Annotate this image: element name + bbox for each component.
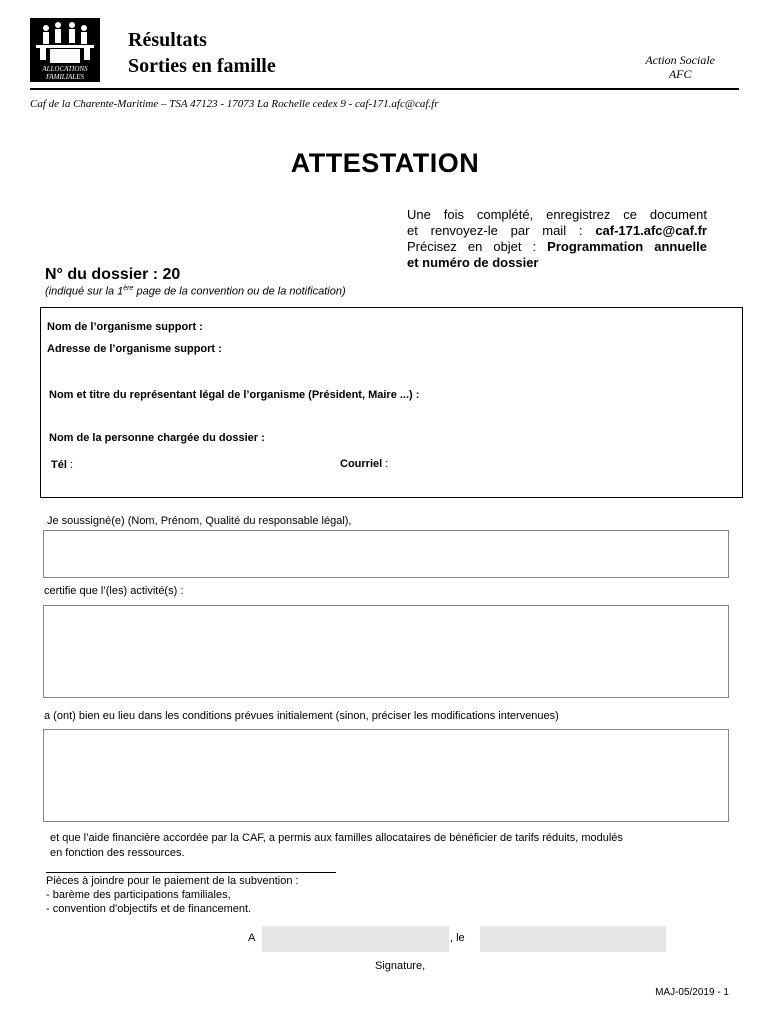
dossier-note-suffix: page de la convention ou de la notification): [133, 285, 346, 298]
tel-colon: :: [66, 459, 74, 471]
header-divider: [30, 88, 739, 90]
adresse-organisme-label: Adresse de l’organisme support :: [47, 343, 222, 355]
instructions-line3: [407, 239, 707, 255]
instructions-line4: [407, 255, 707, 271]
instructions-line2: [407, 223, 707, 239]
logo-text: ALLOCATIONS FAMILIALES: [42, 65, 88, 81]
organisme-box[interactable]: [40, 307, 743, 498]
courriel-label-text: Courriel: [340, 458, 383, 470]
pieces-title: Pièces à joindre pour le paiement de la subvention :: [46, 875, 299, 887]
instructions-line1: Une fois complété, enregistrez ce document: [407, 207, 707, 222]
instructions-subject-part2: et numéro de dossier: [407, 255, 539, 270]
tel-label: [51, 459, 73, 471]
certifie-label: certifie que l’(les) activité(s) :: [44, 585, 184, 597]
soussigne-field[interactable]: [43, 530, 729, 578]
modifications-field[interactable]: [43, 729, 729, 822]
document-title: ATTESTATION: [290, 148, 480, 178]
instructions-subject-part1: Programmation annuelle: [547, 239, 707, 254]
caf-address: Caf de la Charente-Maritime – TSA 47123 - 17073 La Rochelle cedex 9 - caf-171.afc@caf.fr: [30, 98, 439, 110]
pieces-divider: [46, 872, 336, 873]
instructions-line3-text: Précisez en objet :: [407, 239, 548, 254]
signature-label: Signature,: [375, 960, 426, 972]
dossier-note-sup: ère: [123, 285, 134, 292]
dossier-note: [45, 285, 346, 298]
header-title-line2: Sorties en famille: [128, 55, 276, 77]
pieces-a-joindre: [46, 874, 299, 916]
instructions-line2-text: et renvoyez-le par mail :: [407, 223, 596, 238]
lieu-input[interactable]: [262, 926, 449, 952]
date-label: , le: [450, 932, 465, 944]
personne-chargee-label: Nom de la personne chargée du dossier :: [49, 432, 265, 444]
pieces-item-convention: - convention d'objectifs et de financement.: [46, 903, 252, 915]
soussigne-label: Je soussigné(e) (Nom, Prénom, Qualité du responsable légal),: [47, 515, 352, 527]
service-line1: Action Sociale: [645, 53, 715, 67]
aide-line1: et que l’aide financière accordée par la CAF, a permis aux familles allocataires de bénéficier de tarifs réduits, modulés: [50, 832, 623, 844]
service-line2: AFC: [668, 67, 692, 81]
header-title-line1: Résultats: [128, 29, 207, 51]
aide-line2: en fonction des ressources.: [50, 847, 185, 859]
lieu-label: A: [248, 932, 256, 944]
courriel-label: [340, 458, 388, 470]
conditions-label: a (ont) bien eu lieu dans les conditions prévues initialement (sinon, préciser les modifications intervenues): [44, 710, 559, 722]
representant-label: Nom et titre du représentant légal de l’organisme (Président, Maire ...) :: [49, 389, 420, 401]
courriel-colon: :: [382, 458, 389, 470]
header-title: [128, 27, 276, 79]
header-service: [645, 53, 715, 81]
activites-field[interactable]: [43, 605, 729, 698]
dossier-number: N° du dossier : 20: [45, 266, 181, 283]
caf-logo: [30, 18, 100, 82]
instructions-email: caf-171.afc@caf.fr: [595, 223, 707, 238]
pieces-item-bareme: - barème des participations familiales,: [46, 889, 231, 901]
dossier-note-prefix: (indiqué sur la 1: [45, 285, 124, 298]
tel-label-text: Tél: [51, 459, 67, 471]
date-input[interactable]: [480, 926, 666, 952]
aide-financiere-text: [50, 831, 623, 861]
nom-organisme-label: Nom de l’organisme support :: [47, 321, 203, 333]
instructions: [407, 207, 707, 271]
document-reference: MAJ-05/2019 - 1: [655, 987, 729, 998]
